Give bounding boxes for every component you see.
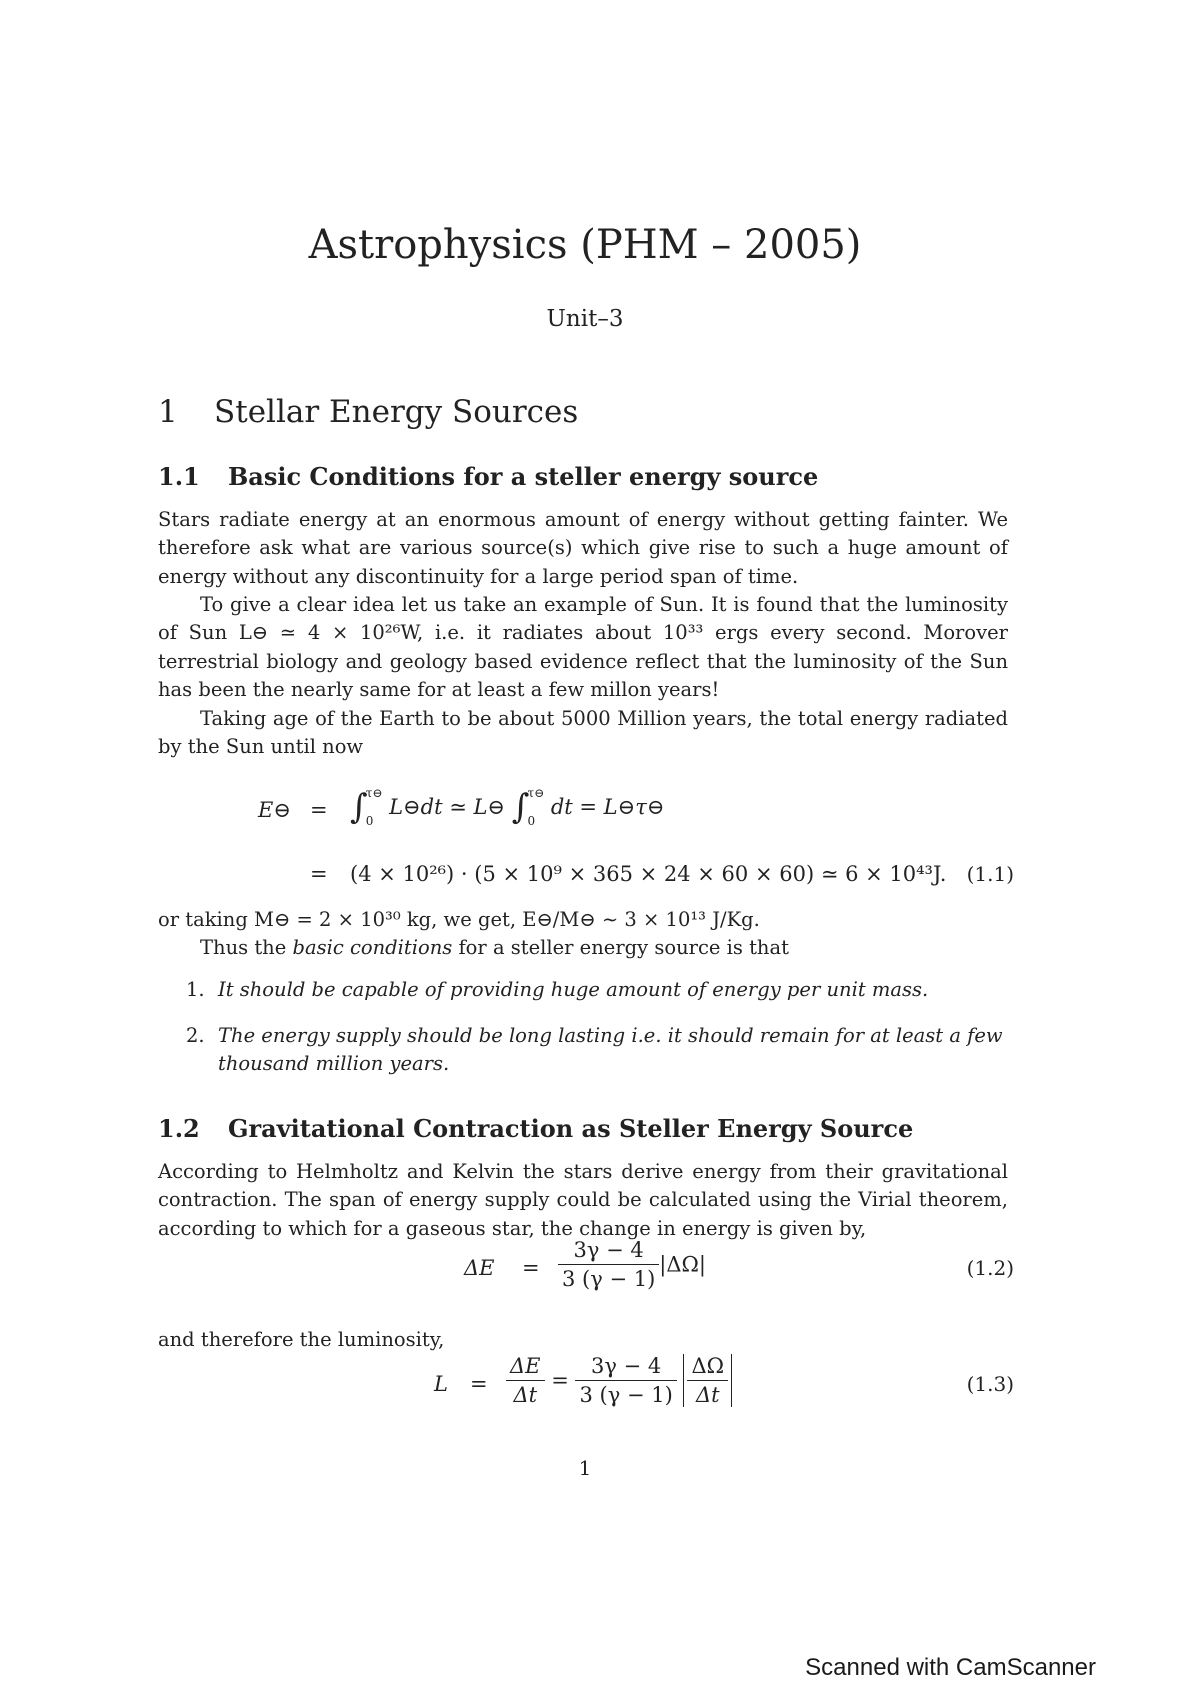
eq-1-1-equals-2: =	[310, 862, 328, 886]
eq-1-2-rhs	[558, 1238, 706, 1291]
integral-upper-limit: τ⊖	[365, 786, 383, 800]
paragraph-5-emphasis: basic conditions	[292, 936, 453, 959]
list-item	[186, 976, 1016, 1004]
eq-1-1-lhs: E⊖	[258, 798, 291, 822]
eq-1-2-fraction	[558, 1238, 659, 1291]
eq-1-3-f2-denominator: 3 (γ − 1)	[579, 1383, 673, 1407]
document-subtitle: Unit–3	[546, 306, 624, 332]
eq-1-1-number: (1.1)	[966, 862, 1014, 886]
eq-1-3-f2-numerator: 3γ − 4	[575, 1354, 676, 1381]
integral-limits-2	[527, 786, 544, 828]
eq-1-2-denominator: 3 (γ − 1)	[562, 1267, 656, 1291]
eq-1-2-lhs: ΔE	[464, 1256, 495, 1280]
list-item	[186, 1022, 1016, 1078]
eq-1-2-tail: |ΔΩ|	[659, 1252, 707, 1277]
eq-1-1-integrand-a: L⊖dt ≃ L⊖	[389, 795, 506, 819]
page-number: 1	[578, 1456, 592, 1480]
paragraph-5-pre: Thus the	[200, 936, 293, 959]
eq-1-3-fraction-3	[687, 1354, 728, 1407]
list-item-1-text: It should be capable of providing huge amount of energy per unit mass.	[218, 978, 929, 1001]
list-item-2-text: The energy supply should be long lasting i.e. it should remain for at least a few thousand million years.	[218, 1024, 1003, 1075]
integral-limits	[366, 786, 383, 828]
list-item-1-number: 1.	[186, 978, 205, 1001]
paragraph-3: Taking age of the Earth to be about 5000 Million years, the total energy radiated by the Sun until now	[158, 707, 1008, 759]
eq-1-1-line-1	[350, 786, 664, 828]
eq-1-3-f1-numerator: ΔE	[506, 1354, 545, 1381]
integral-lower-limit: 0	[365, 814, 374, 828]
eq-1-3-fraction-2	[575, 1354, 676, 1407]
paragraph-7: and therefore the luminosity,	[158, 1328, 445, 1351]
section-1-2-heading	[158, 1114, 913, 1143]
section-1-title: Stellar Energy Sources	[214, 394, 579, 430]
eq-1-3-f3-numerator: ΔΩ	[687, 1354, 728, 1381]
document-title: Astrophysics (PHM – 2005)	[308, 222, 862, 268]
paragraph-2: To give a clear idea let us take an example of Sun. It is found that the luminosity of Sun L⊖ ≃ 4 × 10²⁶W, i.e. it radiates about 10³³ ergs every second. Morover terrestrial biology and geology based evidence reflect that the luminosity of the Sun has been the nearly same for at least a few millon years!	[158, 593, 1008, 702]
section-1-1-number: 1.1	[158, 462, 200, 491]
integral-lower-limit-2: 0	[527, 814, 536, 828]
integral-sign-2-icon: ∫	[511, 787, 530, 827]
paragraph-4: or taking M⊖ = 2 × 10³⁰ kg, we get, E⊖/M⊖ ∼ 3 × 10¹³ J/Kg.	[158, 908, 760, 931]
paragraph-1: Stars radiate energy at an enormous amount of energy without getting fainter. We therefore ask what are various source(s) which give rise to such a huge amount of energy without any discontinuity for a large period span of time.	[158, 508, 1008, 588]
eq-1-3-equals-2: =	[551, 1368, 569, 1393]
scanner-watermark: Scanned with CamScanner	[805, 1654, 1096, 1681]
section-1-1-title: Basic Conditions for a steller energy source	[228, 462, 819, 491]
integral-sign-icon: ∫	[350, 787, 368, 827]
section-1-2-title: Gravitational Contraction as Steller Energy Source	[228, 1114, 914, 1143]
eq-1-2-number: (1.2)	[966, 1256, 1014, 1280]
paragraph-5-post: for a steller energy source is that	[452, 936, 789, 959]
eq-1-2-numerator: 3γ − 4	[558, 1238, 659, 1265]
list-item-2-number: 2.	[186, 1024, 205, 1047]
integral-upper-limit-2: τ⊖	[527, 786, 545, 800]
eq-1-3-rhs	[506, 1354, 732, 1407]
eq-1-3-f3-denominator: Δt	[695, 1383, 720, 1407]
eq-1-1-integrand-b: dt = L⊖τ⊖	[550, 795, 665, 819]
section-1-heading	[158, 394, 578, 430]
eq-1-3-equals: =	[470, 1372, 488, 1396]
paragraph-6: According to Helmholtz and Kelvin the stars derive energy from their gravitational contraction. The span of energy supply could be calculated using the Virial theorem, according to which for a gaseous star, the change in energy is given by,	[158, 1160, 1008, 1240]
eq-1-1-equals-1: =	[310, 798, 328, 822]
eq-1-3-abs-value	[683, 1354, 732, 1407]
eq-1-3-number: (1.3)	[966, 1372, 1014, 1396]
section-1-2-number: 1.2	[158, 1114, 200, 1143]
section-1-number: 1	[158, 394, 178, 430]
paragraph-5	[158, 934, 1008, 962]
section-1-1-heading	[158, 462, 818, 491]
eq-1-1-line-2: (4 × 10²⁶) · (5 × 10⁹ × 365 × 24 × 60 × 60) ≃ 6 × 10⁴³J.	[350, 862, 947, 886]
eq-1-3-f1-denominator: Δt	[513, 1383, 538, 1407]
eq-1-2-equals: =	[522, 1256, 540, 1280]
eq-1-3-fraction-1	[506, 1354, 545, 1407]
eq-1-3-lhs: L	[434, 1372, 448, 1396]
